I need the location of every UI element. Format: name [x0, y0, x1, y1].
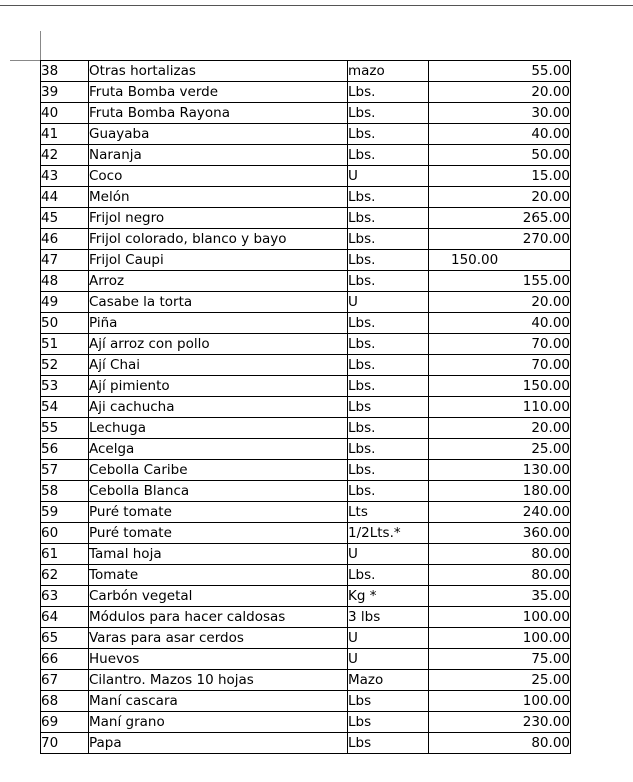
unit-of-measure: U	[348, 166, 429, 187]
row-number: 58	[41, 481, 89, 502]
product-name: Melón	[89, 187, 348, 208]
row-number: 60	[41, 523, 89, 544]
price-value: 265.00	[429, 208, 571, 229]
table-row	[41, 61, 571, 82]
unit-of-measure: Lbs.	[348, 439, 429, 460]
product-name: Ají Chai	[89, 355, 348, 376]
row-number: 50	[41, 313, 89, 334]
price-value: 110.00	[429, 397, 571, 418]
row-number: 47	[41, 250, 89, 271]
unit-of-measure: Lbs.	[348, 376, 429, 397]
row-number: 68	[41, 691, 89, 712]
row-number: 67	[41, 670, 89, 691]
product-name: Frijol Caupi	[89, 250, 348, 271]
product-name: Tamal hoja	[89, 544, 348, 565]
row-number: 44	[41, 187, 89, 208]
price-value: 270.00	[429, 229, 571, 250]
table-row	[41, 166, 571, 187]
row-number: 63	[41, 586, 89, 607]
price-value: 360.00	[429, 523, 571, 544]
unit-of-measure: mazo	[348, 61, 429, 82]
product-name: Cilantro. Mazos 10 hojas	[89, 670, 348, 691]
price-value: 25.00	[429, 670, 571, 691]
product-name: Aji cachucha	[89, 397, 348, 418]
product-name: Arroz	[89, 271, 348, 292]
product-name: Naranja	[89, 145, 348, 166]
table-row	[41, 355, 571, 376]
unit-of-measure: Lbs.	[348, 124, 429, 145]
unit-of-measure: Kg *	[348, 586, 429, 607]
unit-of-measure: Lbs.	[348, 355, 429, 376]
table-row	[41, 313, 571, 334]
table-row	[41, 607, 571, 628]
row-number: 39	[41, 82, 89, 103]
row-number: 53	[41, 376, 89, 397]
price-value: 100.00	[429, 607, 571, 628]
product-name: Maní grano	[89, 712, 348, 733]
table-row	[41, 691, 571, 712]
table-row	[41, 103, 571, 124]
product-name: Cebolla Caribe	[89, 460, 348, 481]
row-number: 64	[41, 607, 89, 628]
price-value: 155.00	[429, 271, 571, 292]
row-number: 62	[41, 565, 89, 586]
table-row	[41, 82, 571, 103]
row-number: 38	[41, 61, 89, 82]
price-value: 80.00	[429, 544, 571, 565]
price-value: 15.00	[429, 166, 571, 187]
row-number: 70	[41, 733, 89, 754]
table-row	[41, 481, 571, 502]
product-name: Cebolla Blanca	[89, 481, 348, 502]
table-row	[41, 628, 571, 649]
price-table	[40, 60, 571, 754]
product-name: Ají pimiento	[89, 376, 348, 397]
row-number: 40	[41, 103, 89, 124]
table-row	[41, 250, 571, 271]
table-row	[41, 334, 571, 355]
unit-of-measure: Lbs.	[348, 481, 429, 502]
unit-of-measure: U	[348, 544, 429, 565]
row-number: 59	[41, 502, 89, 523]
unit-of-measure: Lbs.	[348, 313, 429, 334]
row-number: 45	[41, 208, 89, 229]
row-number: 43	[41, 166, 89, 187]
unit-of-measure: Lbs.	[348, 208, 429, 229]
table-row	[41, 397, 571, 418]
unit-of-measure: U	[348, 292, 429, 313]
row-number: 42	[41, 145, 89, 166]
table-row	[41, 523, 571, 544]
price-value: 70.00	[429, 355, 571, 376]
table-row	[41, 292, 571, 313]
margin-mark-vertical	[40, 31, 41, 62]
unit-of-measure: Lbs	[348, 691, 429, 712]
page-top-rule	[0, 5, 633, 6]
unit-of-measure: Lbs.	[348, 103, 429, 124]
price-value: 20.00	[429, 418, 571, 439]
product-name: Papa	[89, 733, 348, 754]
table-row	[41, 586, 571, 607]
price-value: 20.00	[429, 187, 571, 208]
price-value: 100.00	[429, 628, 571, 649]
product-name: Carbón vegetal	[89, 586, 348, 607]
unit-of-measure: U	[348, 628, 429, 649]
table-row	[41, 376, 571, 397]
price-value: 150.00	[429, 376, 571, 397]
unit-of-measure: Lbs.	[348, 145, 429, 166]
price-table-body	[41, 61, 571, 754]
table-row	[41, 460, 571, 481]
row-number: 61	[41, 544, 89, 565]
price-value: 20.00	[429, 292, 571, 313]
product-name: Frijol negro	[89, 208, 348, 229]
product-name: Fruta Bomba verde	[89, 82, 348, 103]
unit-of-measure: Lbs.	[348, 460, 429, 481]
price-value: 80.00	[429, 733, 571, 754]
product-name: Ají arroz con pollo	[89, 334, 348, 355]
row-number: 52	[41, 355, 89, 376]
unit-of-measure: Lts	[348, 502, 429, 523]
row-number: 41	[41, 124, 89, 145]
price-value: 75.00	[429, 649, 571, 670]
product-name: Acelga	[89, 439, 348, 460]
table-row	[41, 271, 571, 292]
margin-mark-horizontal	[10, 60, 41, 61]
price-value: 80.00	[429, 565, 571, 586]
product-name: Puré tomate	[89, 523, 348, 544]
product-name: Frijol colorado, blanco y bayo	[89, 229, 348, 250]
row-number: 66	[41, 649, 89, 670]
table-row	[41, 544, 571, 565]
table-row	[41, 565, 571, 586]
unit-of-measure: 1/2Lts.*	[348, 523, 429, 544]
price-value: 130.00	[429, 460, 571, 481]
table-row	[41, 208, 571, 229]
product-name: Casabe la torta	[89, 292, 348, 313]
price-value: 35.00	[429, 586, 571, 607]
price-value: 40.00	[429, 313, 571, 334]
price-value: 150.00	[429, 250, 571, 271]
product-name: Otras hortalizas	[89, 61, 348, 82]
product-name: Módulos para hacer caldosas	[89, 607, 348, 628]
row-number: 57	[41, 460, 89, 481]
table-row	[41, 439, 571, 460]
table-row	[41, 649, 571, 670]
price-value: 230.00	[429, 712, 571, 733]
price-value: 30.00	[429, 103, 571, 124]
unit-of-measure: Lbs.	[348, 229, 429, 250]
table-row	[41, 124, 571, 145]
unit-of-measure: Lbs	[348, 712, 429, 733]
unit-of-measure: Lbs.	[348, 82, 429, 103]
table-row	[41, 670, 571, 691]
price-value: 70.00	[429, 334, 571, 355]
table-row	[41, 418, 571, 439]
product-name: Lechuga	[89, 418, 348, 439]
table-row	[41, 502, 571, 523]
unit-of-measure: U	[348, 649, 429, 670]
price-value: 55.00	[429, 61, 571, 82]
row-number: 49	[41, 292, 89, 313]
product-name: Puré tomate	[89, 502, 348, 523]
unit-of-measure: Lbs	[348, 733, 429, 754]
unit-of-measure: Lbs.	[348, 250, 429, 271]
row-number: 56	[41, 439, 89, 460]
table-row	[41, 733, 571, 754]
row-number: 54	[41, 397, 89, 418]
unit-of-measure: Lbs.	[348, 271, 429, 292]
price-value: 50.00	[429, 145, 571, 166]
product-name: Coco	[89, 166, 348, 187]
row-number: 51	[41, 334, 89, 355]
price-value: 20.00	[429, 82, 571, 103]
unit-of-measure: Lbs.	[348, 418, 429, 439]
product-name: Maní cascara	[89, 691, 348, 712]
product-name: Piña	[89, 313, 348, 334]
row-number: 55	[41, 418, 89, 439]
product-name: Guayaba	[89, 124, 348, 145]
product-name: Tomate	[89, 565, 348, 586]
price-value: 25.00	[429, 439, 571, 460]
product-name: Varas para asar cerdos	[89, 628, 348, 649]
table-row	[41, 187, 571, 208]
unit-of-measure: Lbs.	[348, 334, 429, 355]
unit-of-measure: 3 lbs	[348, 607, 429, 628]
unit-of-measure: Lbs	[348, 397, 429, 418]
price-value: 100.00	[429, 691, 571, 712]
unit-of-measure: Lbs.	[348, 187, 429, 208]
product-name: Huevos	[89, 649, 348, 670]
unit-of-measure: Lbs.	[348, 565, 429, 586]
row-number: 48	[41, 271, 89, 292]
table-row	[41, 229, 571, 250]
row-number: 65	[41, 628, 89, 649]
price-value: 40.00	[429, 124, 571, 145]
table-row	[41, 712, 571, 733]
table-row	[41, 145, 571, 166]
row-number: 46	[41, 229, 89, 250]
unit-of-measure: Mazo	[348, 670, 429, 691]
price-value: 240.00	[429, 502, 571, 523]
price-value: 180.00	[429, 481, 571, 502]
product-name: Fruta Bomba Rayona	[89, 103, 348, 124]
row-number: 69	[41, 712, 89, 733]
